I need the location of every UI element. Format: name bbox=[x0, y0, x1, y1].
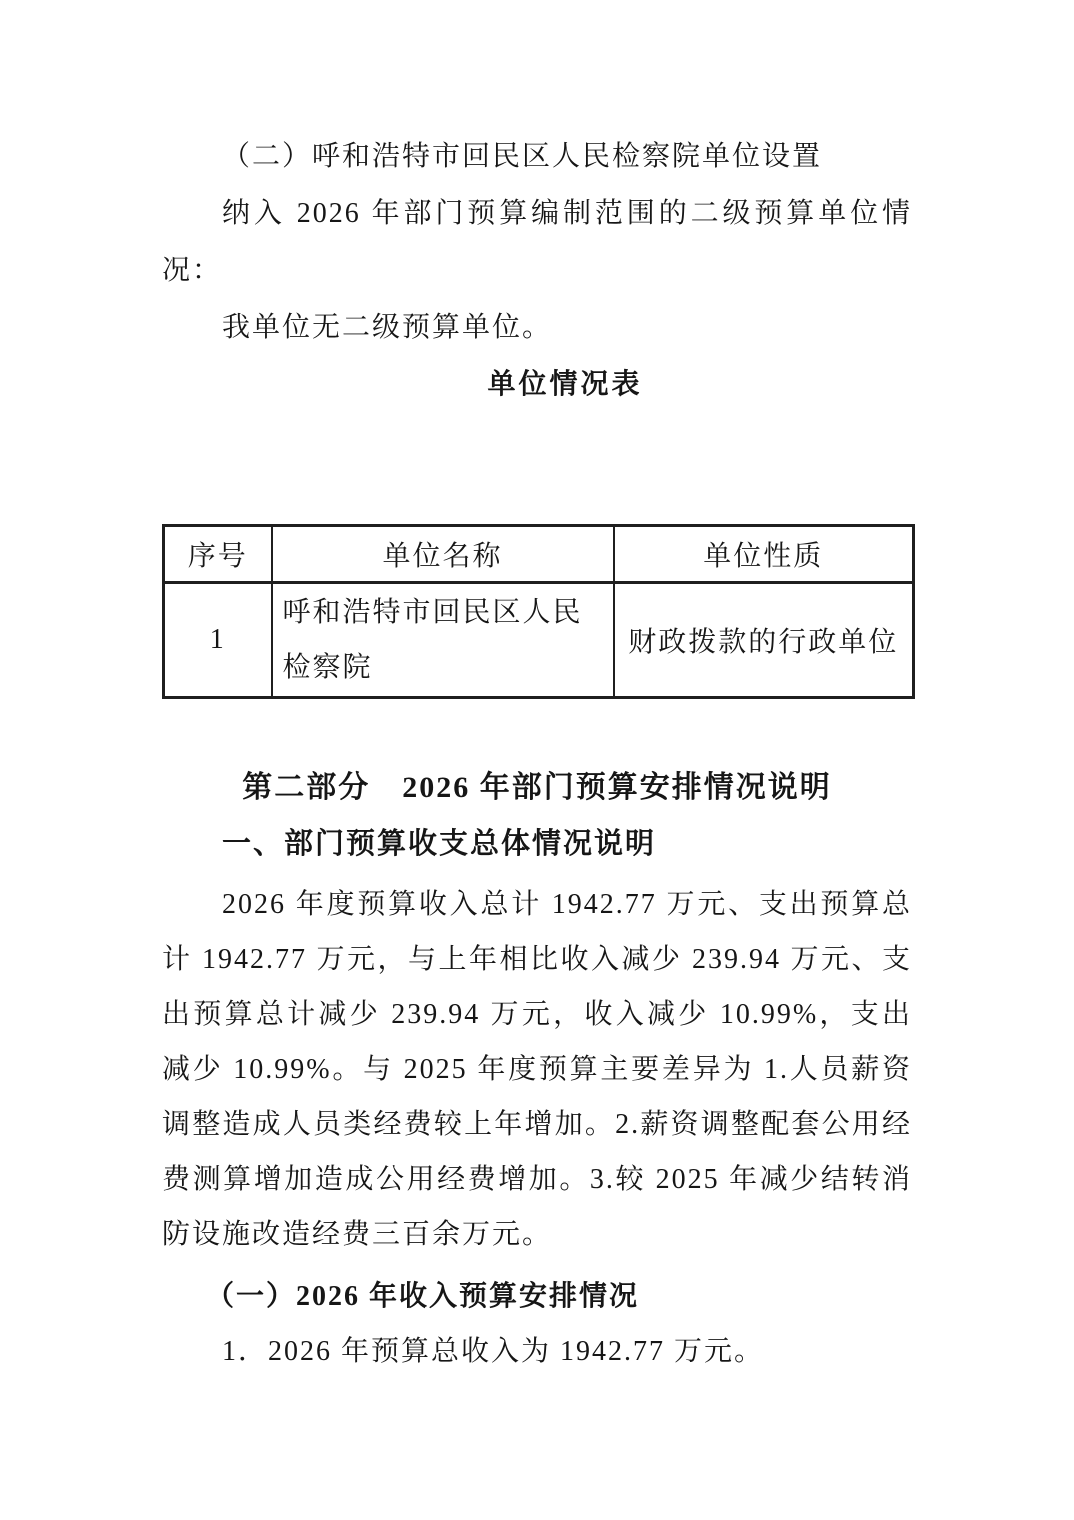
overview-section-heading: 一、部门预算收支总体情况说明 bbox=[222, 828, 657, 860]
no-secondary-units-paragraph: 我单位无二级预算单位。 bbox=[222, 312, 553, 343]
part2-heading: 第二部分 2026 年部门预算安排情况说明 bbox=[242, 771, 832, 804]
cell-unit-name: 呼和浩特市回民区人民检察院 bbox=[272, 583, 614, 698]
col-header-unit-name: 单位名称 bbox=[272, 526, 614, 583]
income-total-paragraph: 1．2026 年预算总收入为 1942.77 万元。 bbox=[222, 1336, 765, 1367]
unit-table bbox=[162, 524, 915, 699]
unit-setup-heading: （二）呼和浩特市回民区人民检察院单位设置 bbox=[222, 141, 823, 172]
col-header-index: 序号 bbox=[164, 526, 272, 583]
unit-table-header-row bbox=[164, 526, 914, 583]
col-header-unit-nature: 单位性质 bbox=[614, 526, 914, 583]
income-subsection-heading: （一）2026 年收入预算安排情况 bbox=[206, 1281, 640, 1312]
cell-row-index: 1 bbox=[164, 583, 272, 698]
table-row bbox=[164, 583, 914, 698]
scope-paragraph: 纳入 2026 年部门预算编制范围的二级预算单位情况： bbox=[162, 198, 912, 286]
budget-overview-paragraph: 2026 年度预算收入总计 1942.77 万元、支出预算总计 1942.77 万元，与上年相比收入减少 239.94 万元、支出预算总计减少 239.94 万元，收入减少 10.99%，支出减少 10.99%。与 2025 年度预算主要差异为 1.人员薪资调整造成人员类经费较上年增加。2.薪资调整配套公用经费测算增加造成公用经费增加。3.较 2025 年减少结转消防设施改造经费三百余万元。 bbox=[162, 889, 912, 1250]
unit-table-title: 单位情况表 bbox=[487, 369, 643, 400]
cell-unit-nature: 财政拨款的行政单位 bbox=[614, 583, 914, 698]
